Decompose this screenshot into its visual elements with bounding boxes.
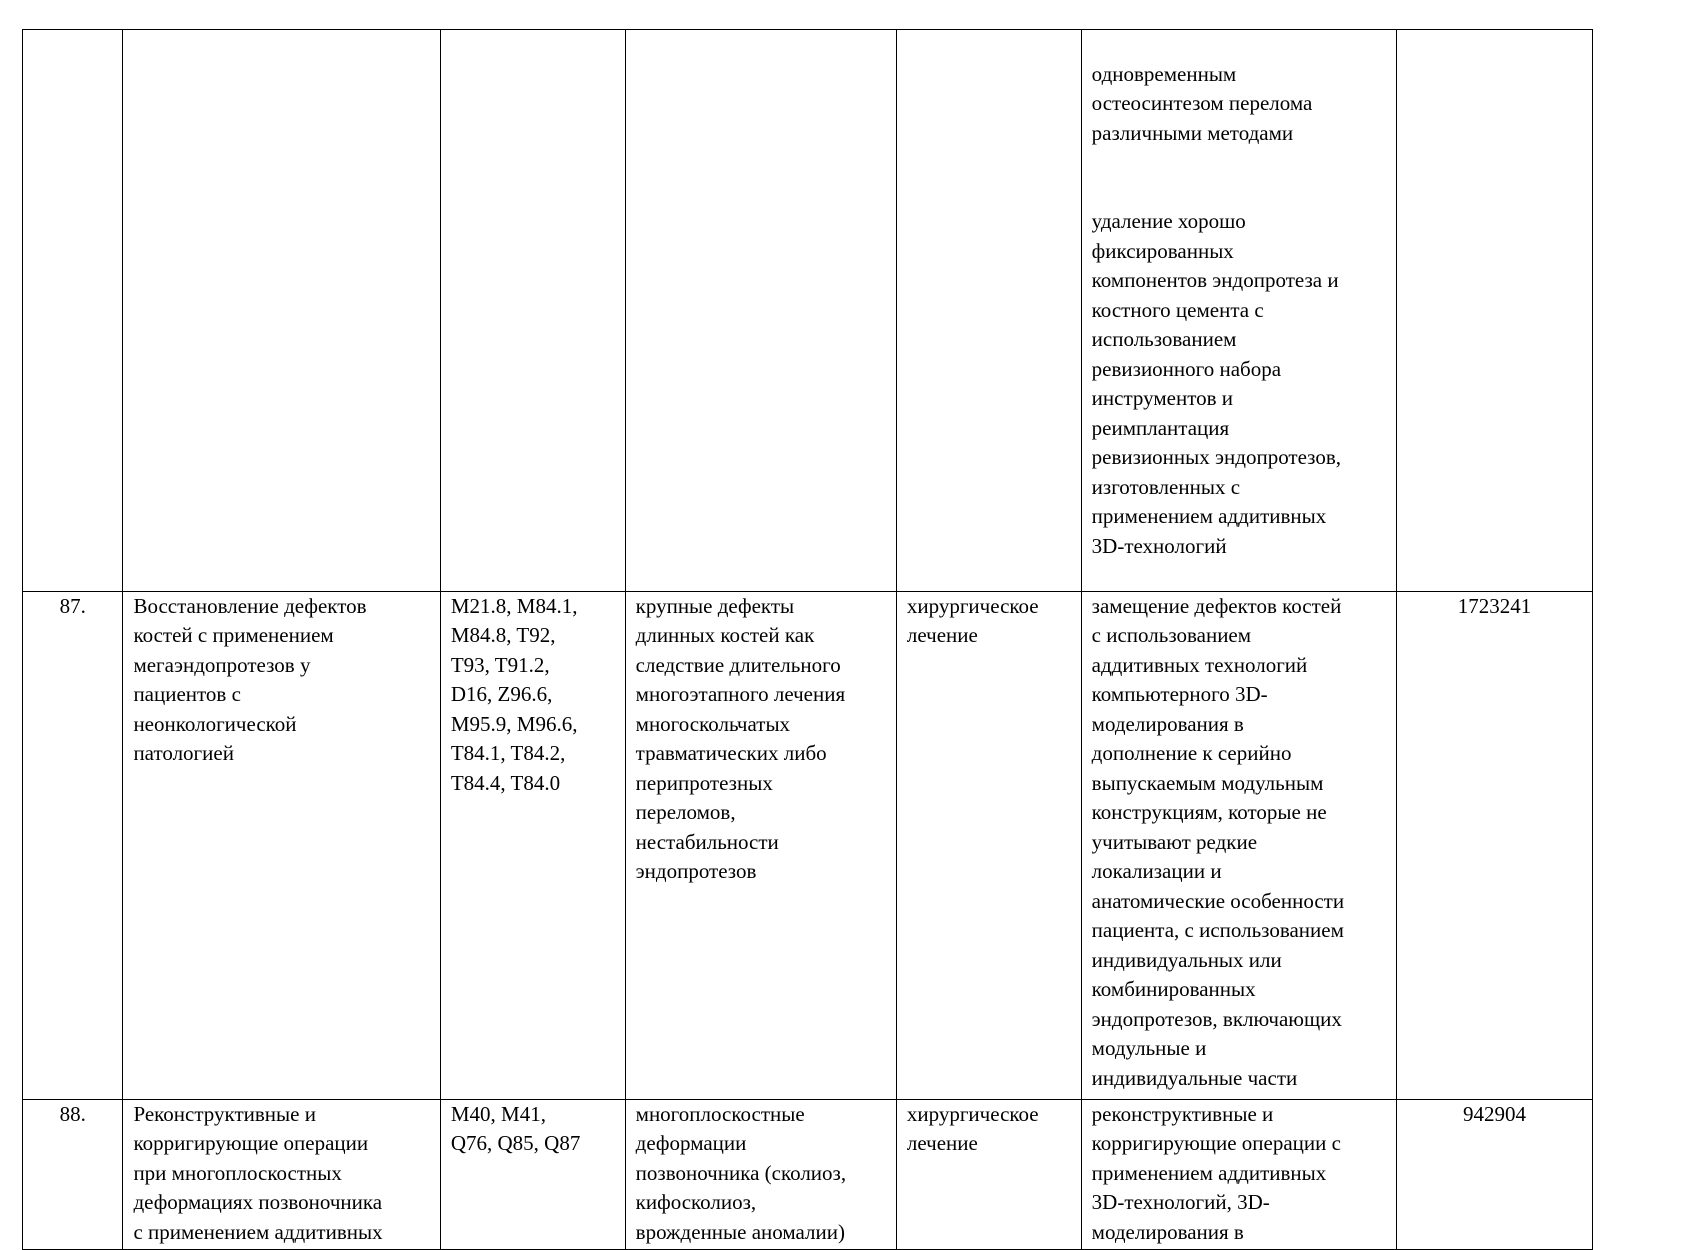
cell-num: 87.: [23, 591, 123, 1099]
cell-num: 88.: [23, 1099, 123, 1249]
method-paragraph: одновременным остеосинтезом перелома различными методами: [1091, 61, 1313, 145]
services-table: [22, 29, 1593, 1250]
cell-codes: M40, M41, Q76, Q85, Q87: [440, 1099, 625, 1249]
cell-codes: [440, 30, 625, 592]
table-row-continuation: [23, 30, 1593, 592]
cell-name: Реконструктивные и корригирующие операции при многоплоскостных деформациях позвоночника с применением аддитивных: [123, 1099, 440, 1249]
cell-model: [625, 30, 896, 592]
cell-model: многоплоскостные деформации позвоночника (сколиоз, кифосколиоз, врожденные аномалии): [625, 1099, 896, 1249]
cell-type: хирургическое лечение: [896, 591, 1081, 1099]
cell-name: Восстановление дефектов костей с применением мегаэндопротезов у пациентов с неонкологической патологией: [123, 591, 440, 1099]
cell-num: [23, 30, 123, 592]
cell-type: хирургическое лечение: [896, 1099, 1081, 1249]
cell-model: крупные дефекты длинных костей как следствие длительного многоэтапного лечения многоскольчатых травматических либо перипротезных переломов, нестабильности эндопротезов: [625, 591, 896, 1099]
cell-codes: M21.8, M84.1, M84.8, T92, T93, T91.2, D16, Z96.6, M95.9, M96.6, T84.1, T84.2, T84.4, T84.0: [440, 591, 625, 1099]
cell-method: замещение дефектов костей с использованием аддитивных технологий компьютерного 3D- моделирования в дополнение к серийно выпускаемым модульным конструкциям, которые не учитывают редкие локализации и анатомические особенности пациента, с использованием индивидуальных или комбинированных эндопротезов, включающих модульные и индивидуальные части: [1081, 591, 1396, 1099]
cell-price: 1723241: [1397, 591, 1593, 1099]
cell-method: [1081, 30, 1396, 592]
cell-method: реконструктивные и корригирующие операции с применением аддитивных 3D-технологий, 3D- моделирования в: [1081, 1099, 1396, 1249]
table-row-87: [23, 591, 1593, 1099]
table-row-88: [23, 1099, 1593, 1249]
cell-name: [123, 30, 440, 592]
cell-price: [1397, 30, 1593, 592]
cell-type: [896, 30, 1081, 592]
cell-price: 942904: [1397, 1099, 1593, 1249]
method-paragraph: удаление хорошо фиксированных компонентов эндопротеза и костного цемента с использованием ревизионного набора инструментов и реимплантация ревизионных эндопротезов, изготовленных с применением аддитивных 3D-технологий: [1091, 209, 1342, 558]
